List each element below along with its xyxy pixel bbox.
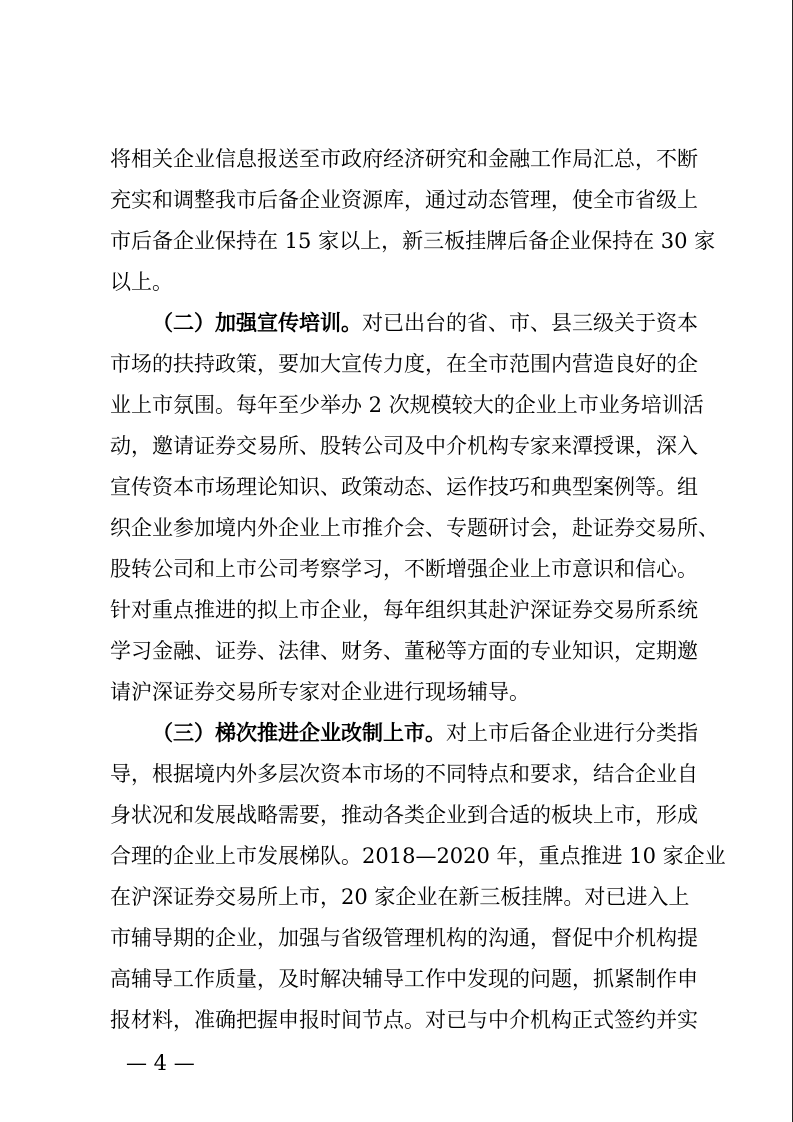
section-heading: （二）加强宣传培训。 (152, 310, 362, 335)
paragraph-line: 合理的企业上市发展梯队。2018—2020 年，重点推进 10 家企业 (110, 844, 726, 868)
paragraph-line: 学习金融、证券、法律、财务、董秘等方面的专业知识，定期邀 (110, 639, 698, 663)
paragraph-line: 市后备企业保持在 15 家以上，新三板挂牌后备企业保持在 30 家 (110, 229, 716, 253)
paragraph-line: 以上。 (110, 270, 173, 294)
paragraph-line: 在沪深证券交易所上市，20 家企业在新三板挂牌。对已进入上 (110, 885, 690, 909)
paragraph-line: 高辅导工作质量，及时解决辅导工作中发现的问题，抓紧制作申 (110, 967, 698, 991)
section-heading: （三）梯次推进企业改制上市。 (152, 720, 446, 745)
paragraph-line: 报材料，准确把握申报时间节点。对已与中介机构正式签约并实 (110, 1008, 698, 1032)
paragraph-first-line (152, 719, 698, 747)
paragraph-line: 市辅导期的企业，加强与省级管理机构的沟通，督促中介机构提 (110, 926, 698, 950)
paragraph-line: 请沪深证券交易所专家对企业进行现场辅导。 (110, 680, 530, 704)
paragraph-line: 将相关企业信息报送至市政府经济研究和金融工作局汇总，不断 (110, 147, 698, 171)
paragraph-line: 动，邀请证券交易所、股转公司及中介机构专家来潭授课，深入 (110, 434, 698, 458)
page-number: — 4 — (126, 1051, 195, 1075)
paragraph-line: 导，根据境内外多层次资本市场的不同特点和要求，结合企业自 (110, 762, 698, 786)
paragraph-line: 股转公司和上市公司考察学习，不断增强企业上市意识和信心。 (110, 557, 698, 581)
paragraph-line: 织企业参加境内外企业上市推介会、专题研讨会，赴证券交易所、 (110, 516, 719, 540)
paragraph-first-line (152, 309, 698, 337)
paragraph-line: 充实和调整我市后备企业资源库，通过动态管理，使全市省级上 (110, 188, 698, 212)
paragraph-line: 身状况和发展战略需要，推动各类企业到合适的板块上市，形成 (110, 803, 698, 827)
paragraph-line: 针对重点推进的拟上市企业，每年组织其赴沪深证券交易所系统 (110, 598, 698, 622)
paragraph-line: 宣传资本市场理论知识、政策动态、运作技巧和典型案例等。组 (110, 475, 698, 499)
paragraph-text: 对已出台的省、市、县三级关于资本 (362, 311, 698, 335)
paragraph-line: 业上市氛围。每年至少举办 2 次规模较大的企业上市业务培训活 (110, 393, 704, 417)
paragraph-line: 市场的扶持政策，要加大宣传力度，在全市范围内营造良好的企 (110, 352, 698, 376)
paragraph-text: 对上市后备企业进行分类指 (446, 721, 698, 745)
